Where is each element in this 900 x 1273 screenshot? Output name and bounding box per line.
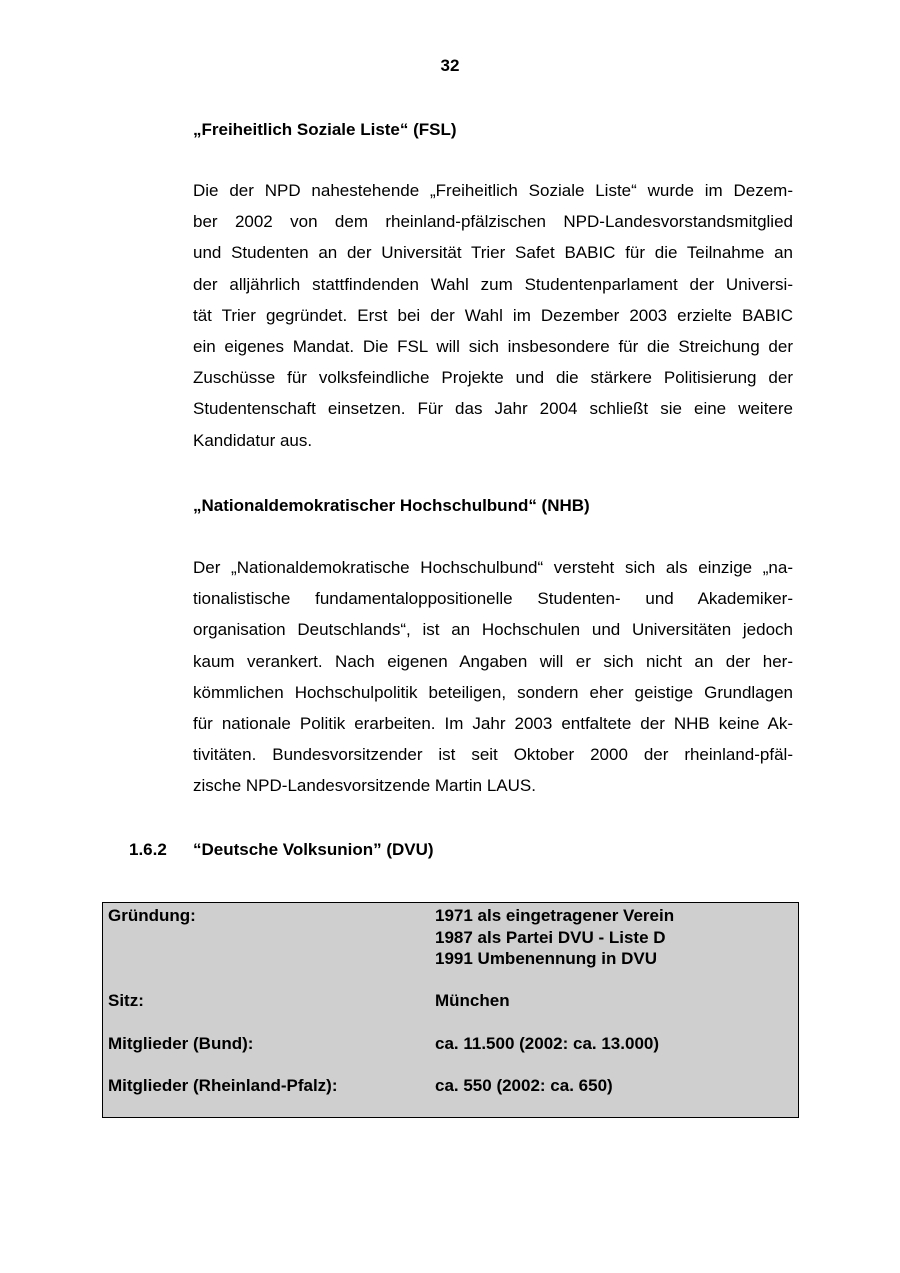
nhb-line: zische NPD-Landesvorsitzende Martin LAUS. — [193, 776, 536, 796]
members-rlp-value: ca. 550 (2002: ca. 650) — [435, 1076, 613, 1095]
founding-value: 1987 als Partei DVU - Liste D — [435, 927, 666, 947]
fsl-line: tät Trier gegründet. Erst bei der Wahl im Dezember 2003 erzielte BABIC — [193, 305, 793, 325]
nhb-paragraph — [193, 552, 793, 802]
section-number: 1.6.2 — [129, 840, 167, 859]
fsl-line: ein eigenes Mandat. Die FSL will sich insbesondere für die Streichung der — [193, 337, 793, 357]
members-federal-value: ca. 11.500 (2002: ca. 13.000) — [435, 1034, 660, 1053]
members-rlp-label: Mitglieder (Rheinland-Pfalz): — [108, 1076, 338, 1095]
fsl-heading: „Freiheitlich Soziale Liste“ (FSL) — [193, 120, 457, 139]
nhb-line: kömmlichen Hochschulpolitik beteiligen, sondern eher geistige Grundlagen — [193, 682, 793, 702]
founding-label: Gründung: — [108, 906, 196, 925]
nhb-line: tionalistische fundamentaloppositionelle Studenten- und Akademiker- — [193, 589, 793, 609]
seat-label: Sitz: — [108, 991, 144, 1010]
fsl-line: Kandidatur aus. — [193, 430, 313, 450]
nhb-line: für nationale Politik erarbeiten. Im Jahr 2003 entfaltete der NHB keine Ak- — [193, 714, 793, 734]
founding-value: 1971 als eingetragener Verein — [435, 906, 675, 925]
section-heading — [129, 840, 434, 860]
nhb-line: kaum verankert. Nach eigenen Angaben will er sich nicht an der her- — [193, 651, 793, 671]
members-federal-label: Mitglieder (Bund): — [108, 1034, 254, 1053]
founding-value: 1991 Umbenennung in DVU — [435, 949, 657, 968]
fsl-line: und Studenten an der Universität Trier Safet BABIC für die Teilnahme an — [193, 243, 793, 263]
fsl-line: Zuschüsse für volksfeindliche Projekte und die stärkere Politisierung der — [193, 368, 793, 388]
section-title: “Deutsche Volksunion” (DVU) — [193, 840, 434, 859]
fsl-line: Studentenschaft einsetzen. Für das Jahr 2004 schließt sie eine weitere — [193, 399, 793, 419]
founding-values — [435, 905, 795, 970]
nhb-heading: „Nationaldemokratischer Hochschulbund“ (NHB) — [193, 496, 590, 515]
page-number: 32 — [440, 56, 460, 75]
seat-value: München — [435, 991, 510, 1010]
nhb-line: organisation Deutschlands“, ist an Hochschulen und Universitäten jedoch — [193, 620, 793, 640]
nhb-line: Der „Nationaldemokratische Hochschulbund“ versteht sich als einzige „na- — [193, 558, 793, 577]
fsl-line: ber 2002 von dem rheinland-pfälzischen NPD-Landesvorstandsmitglied — [193, 212, 793, 232]
fsl-line: Die der NPD nahestehende „Freiheitlich Soziale Liste“ wurde im Dezem- — [193, 181, 793, 200]
dvu-info-box — [102, 902, 799, 1118]
fsl-line: der alljährlich stattfindenden Wahl zum Studentenparlament der Universi- — [193, 274, 793, 294]
nhb-line: tivitäten. Bundesvorsitzender ist seit Oktober 2000 der rheinland-pfäl- — [193, 745, 793, 765]
fsl-paragraph — [193, 175, 793, 456]
